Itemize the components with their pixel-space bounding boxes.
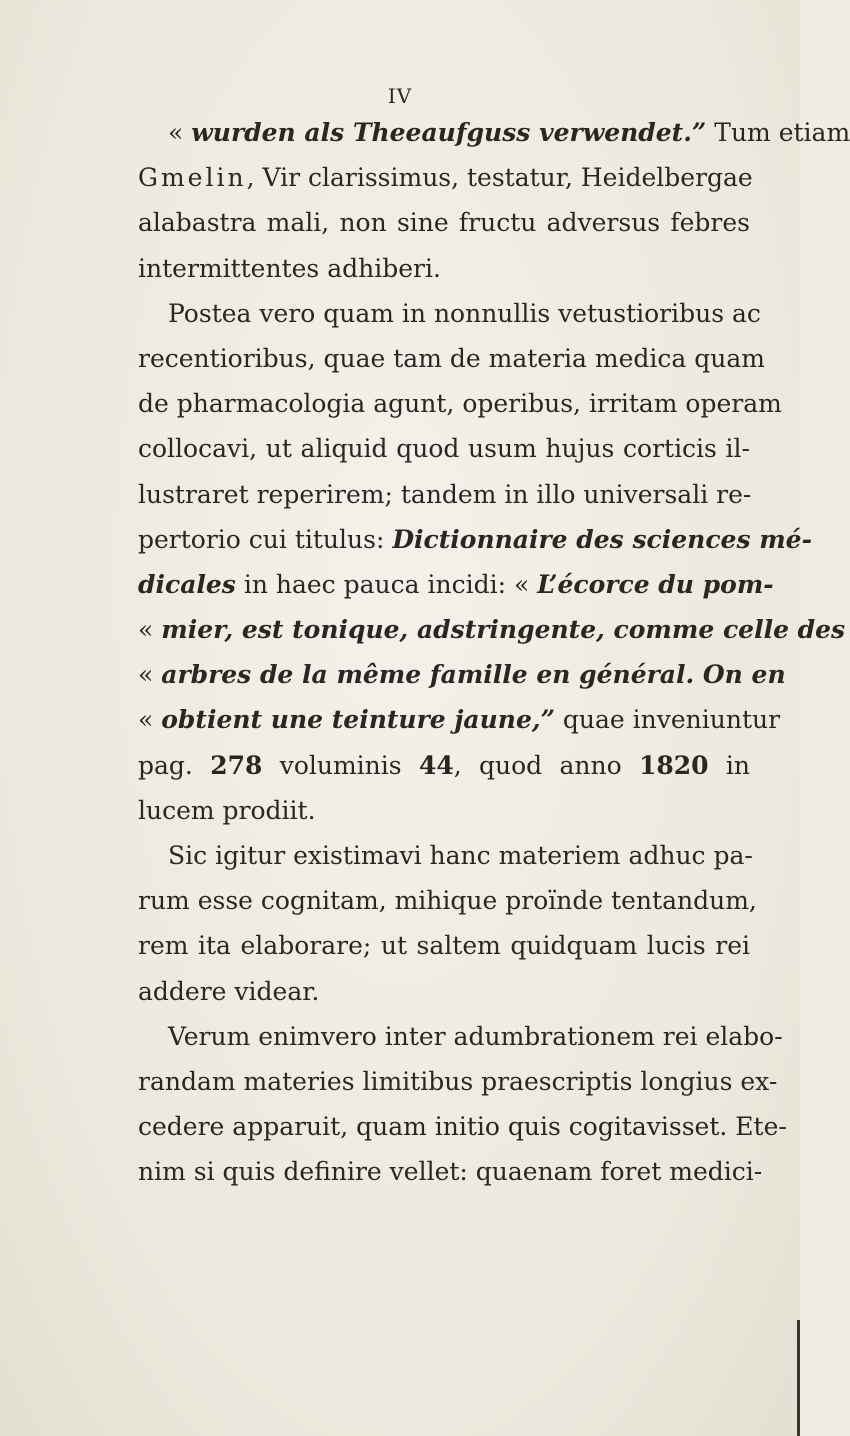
text-line: Gmelin, Vir clarissimus, testatur, Heidelbergae	[138, 163, 753, 193]
text-line: « arbres de la même famille en général. On en	[138, 660, 786, 690]
text-line: « wurden als Theeaufguss verwendet.” Tum etiam	[168, 118, 850, 147]
text-line: lucem prodiit.	[138, 795, 316, 825]
page-reference: 278	[210, 750, 263, 780]
text-line: recentioribus, quae tam de materia medica quam	[138, 343, 765, 373]
french-quote: L’écorce du pom-	[537, 569, 774, 599]
author-name: Gmelin	[138, 163, 247, 193]
text-line: pag. 278 voluminis 44, quod anno 1820 in	[138, 750, 751, 780]
text-line: nim si quis definire vellet: quaenam foret medici-	[138, 1157, 763, 1187]
text-line: alabastra mali, non sine fructu adversus febres	[138, 208, 750, 238]
text-line: Postea vero quam in nonnullis vetustioribus ac	[168, 298, 761, 328]
text-line: rem ita elaborare; ut saltem quidquam lucis rei	[138, 931, 750, 961]
text-line: pertorio cui titulus: Dictionnaire des sciences mé-	[138, 524, 812, 554]
text-line: lustraret reperirem; tandem in illo universali re-	[138, 479, 752, 509]
body-text	[138, 110, 850, 1195]
text-line: « obtient une teinture jaune,” quae inveniuntur	[138, 705, 781, 735]
text-line: dicales in haec pauca incidi: « L’écorce du pom-	[138, 569, 774, 599]
text-line: rum esse cognitam, mihique proïnde tentandum,	[138, 886, 757, 916]
text-line: de pharmacologia agunt, operibus, irritam operam	[138, 389, 782, 419]
page-edge	[797, 1320, 800, 1436]
year: 1820	[638, 750, 709, 780]
volume-number: 44	[418, 750, 454, 780]
page-number: IV	[387, 84, 413, 108]
text-line: collocavi, ut aliquid quod usum hujus corticis il-	[138, 434, 750, 464]
text-line: Verum enimvero inter adumbrationem rei elabo-	[168, 1021, 783, 1051]
text-line: cedere apparuit, quam initio quis cogitavisset. Ete-	[138, 1112, 787, 1142]
text-line: addere videar.	[138, 976, 320, 1006]
text-line: randam materies limitibus praescriptis longius ex-	[138, 1066, 778, 1096]
text-line: intermittentes adhiberi.	[138, 253, 441, 283]
dictionary-title: Dictionnaire des sciences mé-	[392, 524, 812, 554]
text-line: « mier, est tonique, adstringente, comme celle des	[138, 615, 846, 645]
text-line: Sic igitur existimavi hanc materiem adhuc pa-	[168, 841, 753, 870]
